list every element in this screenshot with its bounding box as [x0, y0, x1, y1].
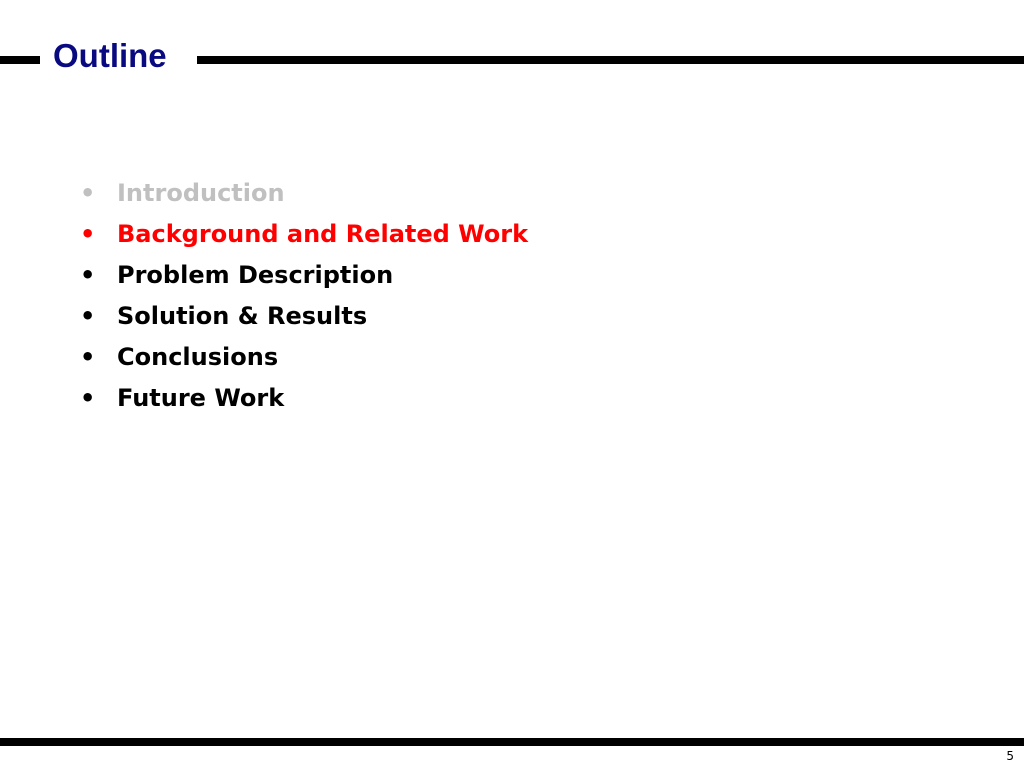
- bullet-icon: •: [80, 384, 96, 412]
- outline-item-label: Solution & Results: [117, 302, 368, 330]
- outline-item-future-work: [80, 378, 528, 419]
- bullet-icon: •: [80, 220, 96, 248]
- footer-rule: [0, 738, 1024, 746]
- bullet-icon: •: [80, 343, 96, 371]
- outline-item-label: Problem Description: [117, 261, 394, 289]
- outline-item-conclusions: [80, 337, 528, 378]
- title-rule-left: [0, 56, 40, 64]
- outline-item-label: Future Work: [117, 384, 285, 412]
- outline-item-label: Background and Related Work: [117, 220, 529, 248]
- outline-item-problem-description: [80, 255, 528, 296]
- outline-item-solution-results: [80, 296, 528, 337]
- outline-item-background: [80, 214, 528, 255]
- outline-item-label: Conclusions: [117, 343, 279, 371]
- outline-list: [80, 173, 528, 419]
- bullet-icon: •: [80, 261, 96, 289]
- outline-item-label: Introduction: [117, 179, 285, 207]
- bullet-icon: •: [80, 179, 96, 207]
- outline-item-introduction: [80, 173, 528, 214]
- slide-title: Outline: [53, 37, 167, 74]
- bullet-icon: •: [80, 302, 96, 330]
- title-rule-right: [197, 56, 1024, 64]
- page-number: 5: [1006, 749, 1014, 763]
